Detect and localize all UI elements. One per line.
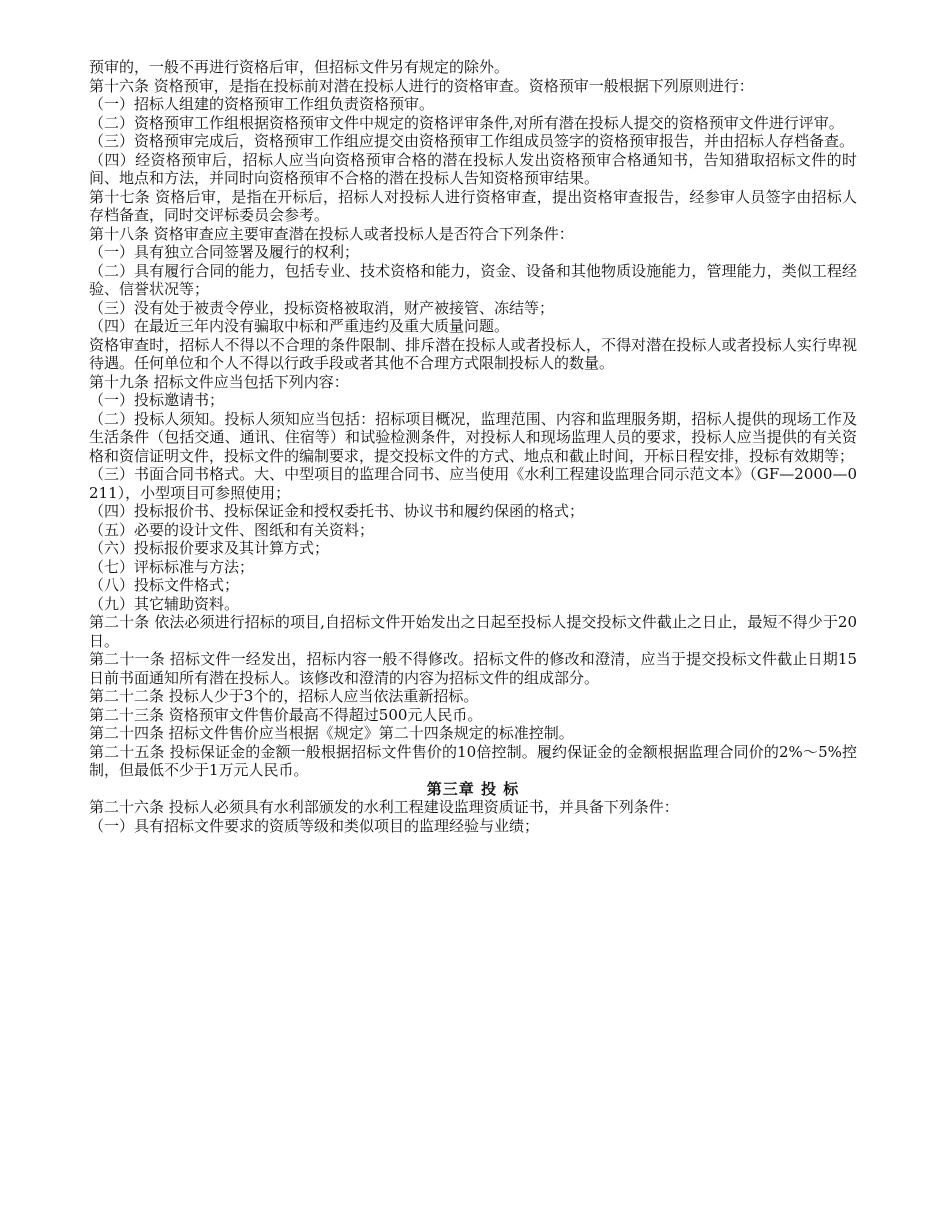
list-item: （八）投标文件格式； — [89, 576, 240, 594]
list-item: （四）投标报价书、投标保证金和授权委托书、协议书和履约保函的格式； — [89, 502, 585, 520]
list-item: （二）资格预审工作组根据资格预审文件中规定的资格评审条件,对所有潜在投标人提交的资格预审文件进行评审。 — [89, 113, 844, 132]
paragraph: 第二十条 依法必须进行招标的项目,自招标文件开始发出之日起至投标人提交投标文件截止之日止，最短不得少于20日。 — [89, 613, 857, 650]
list-item: （二）具有履行合同的能力，包括专业、技术资格和能力，资金、设备和其他物质设施能力，管理能力，类似工程经验、信誉状况等； — [89, 261, 857, 298]
list-item: （九）其它辅助资料。 — [89, 594, 240, 613]
list-item: （四）在最近三年内没有骗取中标和严重违约及重大质量问题。 — [89, 317, 510, 335]
list-item: （四）经资格预审后，招标人应当向资格预审合格的潜在投标人发出资格预审合格通知书，告知猎取招标文件的时间、地点和方法，并同时向资格预审不合格的潜在投标人告知资格预审结果。 — [89, 150, 857, 187]
paragraph: 第十六条 资格预审，是指在投标前对潜在投标人进行的资格审查。资格预审一般根据下列原则进行： — [89, 76, 754, 95]
paragraph: 第十七条 资格后审，是指在开标后，招标人对投标人进行资格审查，提出资格审查报告，经参审人员签字由招标人存档备查，同时交评标委员会参考。 — [89, 187, 857, 224]
list-item: （五）必要的设计文件、图纸和有关资料； — [89, 520, 375, 539]
paragraph: 第十九条 招标文件应当包括下列内容： — [89, 372, 349, 391]
paragraph: 第二十六条 投标人必须具有水利部颁发的水利工程建设监理资质证书，并具备下列条件： — [89, 798, 679, 816]
list-item: （一）具有独立合同签署及履行的权利； — [89, 243, 360, 261]
paragraph: 第二十三条 资格预审文件售价最高不得超过500元人民币。 — [89, 705, 483, 724]
list-item: （一）具有招标文件要求的资质等级和类似项目的监理经验与业绩； — [89, 816, 540, 835]
paragraph: 预审的，一般不再进行资格后审，但招标文件另有规定的除外。 — [89, 58, 510, 76]
list-item: （六）投标报价要求及其计算方式； — [89, 539, 330, 557]
list-item: （三）书面合同书格式。大、中型项目的监理合同书、应当使用《水利工程建设监理合同示范文本》（GF—2000—0211），小型项目可参照使用； — [89, 465, 857, 502]
paragraph: 第二十五条 投标保证金的金额一般根据招标文件售价的10倍控制。履约保证金的金额根据监理合同价的2%～5%控制，但最低不少于1万元人民币。 — [89, 742, 857, 779]
list-item: （一）招标人组建的资格预审工作组负责资格预审。 — [89, 95, 435, 113]
list-item: （一）投标邀请书； — [89, 391, 225, 409]
document-page — [89, 58, 857, 835]
chapter-title: 第三章 投 标 — [426, 779, 520, 798]
paragraph: 第十八条 资格审查应主要审查潜在投标人或者投标人是否符合下列条件： — [89, 224, 574, 243]
list-item: （三）资格预审完成后，资格预审工作组应提交由资格预审工作组成员签字的资格预审报告，并由招标人存档备查。 — [89, 132, 855, 150]
paragraph: 资格审查时，招标人不得以不合理的条件限制、排斥潜在投标人或者投标人，不得对潜在投标人或者投标人实行卑视待遇。任何单位和个人不得以行政手段或者其他不合理方式限制投标人的数量。 — [89, 335, 857, 372]
list-item: （三）没有处于被责令停业，投标资格被取消，财产被接管、冻结等； — [89, 298, 555, 317]
list-item: （七）评标标准与方法； — [89, 557, 255, 576]
paragraph: 第二十四条 招标文件售价应当根据《规定》第二十四条规定的标准控制。 — [89, 724, 574, 742]
list-item: （二）投标人须知。投标人须知应当包括：招标项目概况，监理范围、内容和监理服务期，招标人提供的现场工作及生活条件（包括交通、通讯、住宿等）和试验检测条件，对投标人和现场监理人员的要求，投标人应当提供的有关资格和资信证明文件，投标文件的编制要求，提交投标文件的方式、地点和截止时间，开标日程安排，投标有效期等； — [89, 409, 857, 465]
paragraph: 第二十一条 招标文件一经发出，招标内容一般不得修改。招标文件的修改和澄清，应当于提交投标文件截止日期15日前书面通知所有潜在投标人。该修改和澄清的内容为招标文件的组成部分。 — [89, 650, 857, 687]
paragraph: 第二十二条 投标人少于3个的，招标人应当依法重新招标。 — [89, 687, 479, 705]
